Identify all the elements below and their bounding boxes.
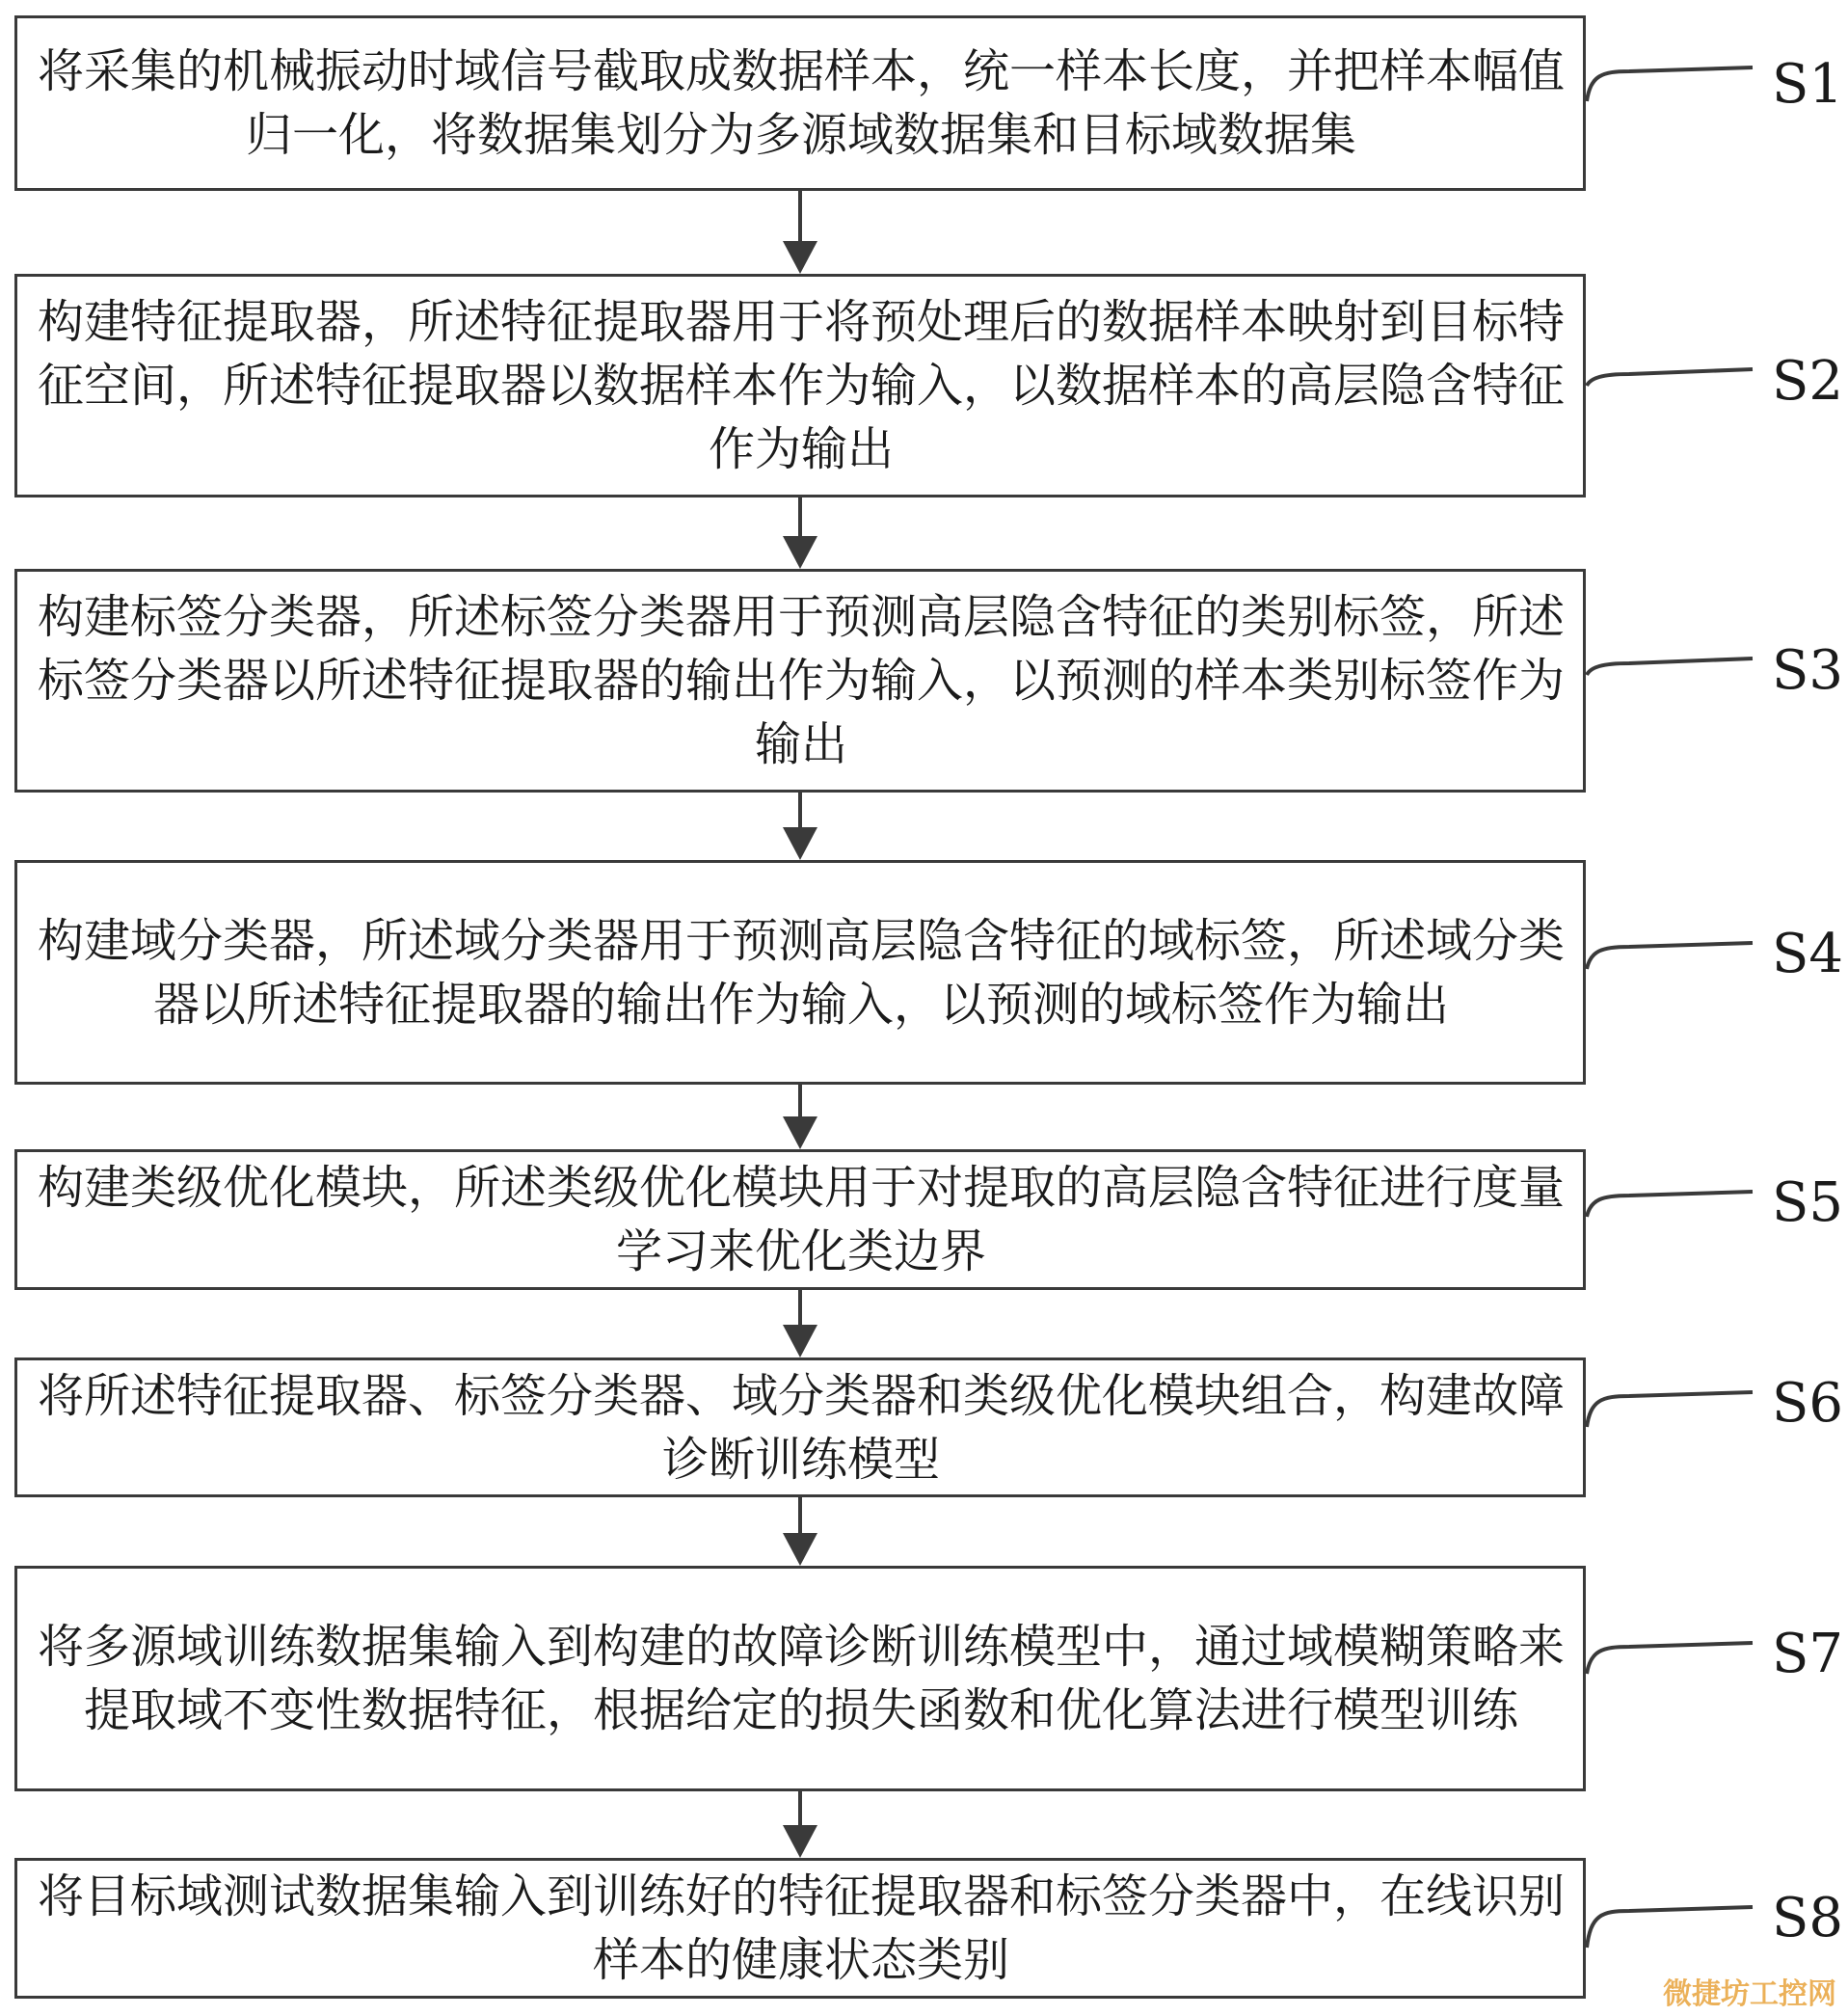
- leader-s8: [1587, 1907, 1753, 1948]
- step-text-s3: 构建标签分类器，所述标签分类器用于预测高层隐含特征的类别标签，所述标签分类器以所述特征提取器的输出作为输入，以预测的样本类别标签作为输出: [37, 590, 1565, 771]
- watermark-logo: 微捷坊工控网: [1663, 1977, 1836, 2011]
- step-box-s4: [14, 860, 1586, 1085]
- step-box-s6: [14, 1357, 1586, 1497]
- step-tag-s2: S2: [1772, 350, 1843, 413]
- step-text-s7: 将多源域训练数据集输入到构建的故障诊断训练模型中，通过域模糊策略来提取域不变性数据特征，根据给定的损失函数和优化算法进行模型训练: [37, 1620, 1565, 1737]
- step-box-s5: [14, 1149, 1586, 1290]
- step-text-s4: 构建域分类器，所述域分类器用于预测高层隐含特征的域标签，所述域分类器以所述特征提取器的输出作为输入，以预测的域标签作为输出: [37, 913, 1565, 1032]
- leader-s6: [1587, 1392, 1753, 1427]
- leader-s5: [1587, 1192, 1753, 1217]
- arrow-s3-s4-head: [783, 827, 817, 860]
- arrow-s2-s3-head: [783, 536, 817, 569]
- step-text-s6: 将所述特征提取器、标签分类器、域分类器和类级优化模块组合，构建故障诊断训练模型: [37, 1368, 1565, 1487]
- leader-s2: [1587, 369, 1753, 386]
- step-tag-s1: S1: [1772, 53, 1843, 116]
- leader-s7: [1587, 1643, 1753, 1674]
- step-box-s2: [14, 274, 1586, 497]
- step-tag-s6: S6: [1772, 1372, 1843, 1435]
- step-tag-s4: S4: [1772, 923, 1843, 985]
- tag-leaders: [1587, 67, 1753, 1948]
- step-tag-s7: S7: [1772, 1623, 1843, 1685]
- step-text-s8: 将目标域测试数据集输入到训练好的特征提取器和标签分类器中，在线识别样本的健康状态类别: [37, 1869, 1565, 1987]
- step-text-s1: 将采集的机械振动时域信号截取成数据样本，统一样本长度，并把样本幅值归一化，将数据集划分为多源域数据集和目标域数据集: [37, 44, 1565, 162]
- step-tag-s3: S3: [1772, 639, 1843, 702]
- step-box-s7: [14, 1566, 1586, 1791]
- arrow-s4-s5-head: [783, 1116, 817, 1149]
- step-tag-s8: S8: [1772, 1887, 1843, 1949]
- step-box-s1: [14, 15, 1586, 191]
- step-box-s3: [14, 569, 1586, 793]
- leader-s1: [1587, 67, 1753, 101]
- step-box-s8: [14, 1858, 1586, 1999]
- step-tag-s5: S5: [1772, 1171, 1843, 1234]
- arrow-s5-s6-head: [783, 1325, 817, 1357]
- arrow-s6-s7-head: [783, 1533, 817, 1566]
- leader-s3: [1587, 659, 1753, 675]
- step-text-s5: 构建类级优化模块，所述类级优化模块用于对提取的高层隐含特征进行度量学习来优化类边界: [37, 1161, 1565, 1278]
- leader-s4: [1587, 943, 1753, 969]
- arrow-s1-s2-head: [783, 241, 817, 274]
- step-text-s2: 构建特征提取器，所述特征提取器用于将预处理后的数据样本映射到目标特征空间，所述特征提取器以数据样本作为输入，以数据样本的高层隐含特征作为输出: [37, 295, 1565, 476]
- arrow-s7-s8-head: [783, 1825, 817, 1858]
